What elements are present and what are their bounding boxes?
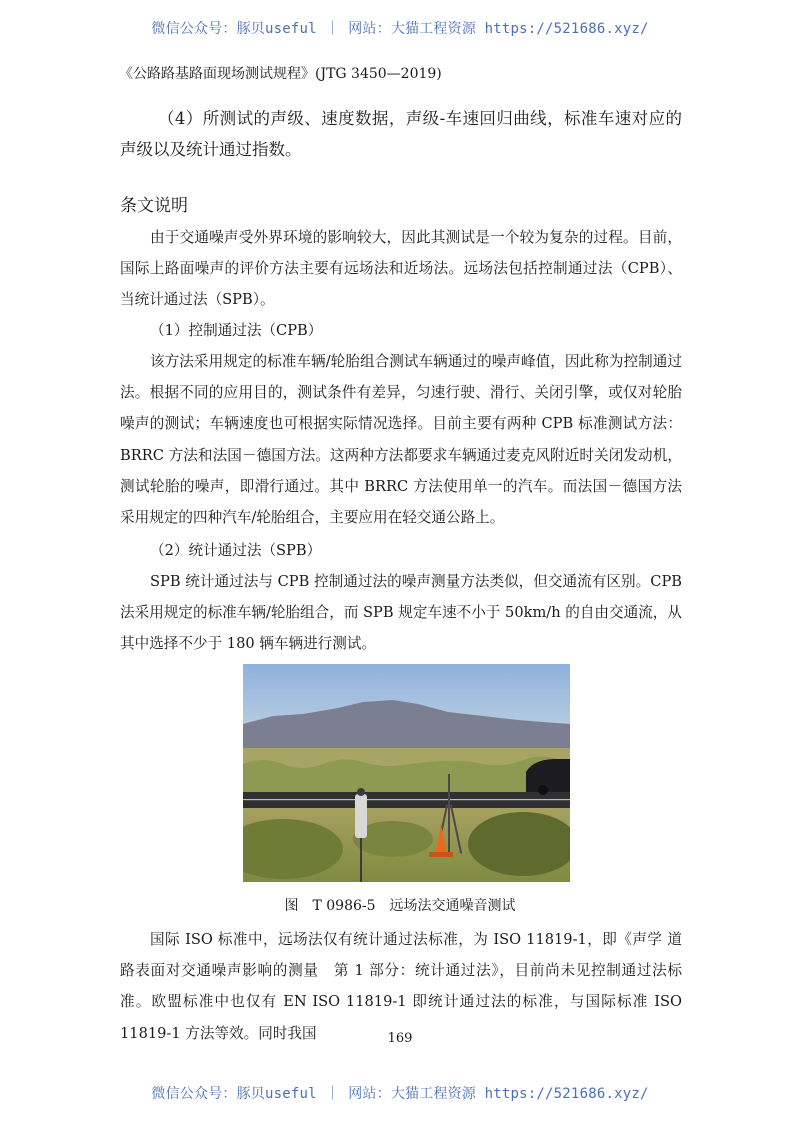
meter-pole [360, 838, 362, 882]
car-wheel [538, 785, 548, 795]
cpb-heading: （1）控制通过法（CPB） [150, 322, 323, 339]
far-field-noise-test-photo [243, 664, 570, 882]
iso-paragraph: 国际 ISO 标准中，远场法仅有统计通过法标准，为 ISO 11819-1，即《声学 道路表面对交通噪声影响的测量 第 1 部分：统计通过法》，目前尚未见控制通过法标准。欧盟标准中也仅有 EN ISO 11819-1 即统计通过法的标准，与国际标准 ISO 11819-1 方法等效。同时我国 [120, 931, 682, 1042]
microphone [357, 788, 365, 796]
intro-paragraph: 由于交通噪声受外界环境的影响较大，因此其测试是一个较为复杂的过程。目前，国际上路面噪声的评价方法主要有远场法和近场法。远场法包括控制通过法（CPB）、当统计通过法（SPB）。 [120, 229, 682, 309]
road-line [243, 799, 570, 800]
figure-caption: 图 T 0986-5 远场法交通噪音测试 [284, 898, 516, 914]
spb-paragraph: SPB 统计通过法与 CPB 控制通过法的噪声测量方法类似，但交通流有区别。CPB 法采用规定的标准车辆/轮胎组合，而 SPB 规定车速不小于 50km/h 的自由交通流，从其中选择不少于 180 辆车辆进行测试。 [120, 573, 682, 653]
watermark-bottom: 微信公众号：豚贝useful ｜ 网站：大猫工程资源 https://521686.xyz/ [151, 1086, 649, 1102]
cone-base [429, 852, 453, 857]
running-header: 《公路路基路面现场测试规程》(JTG 3450—2019) [119, 66, 442, 82]
spb-heading: （2）统计通过法（SPB） [150, 542, 322, 559]
page-number: 169 [387, 1031, 413, 1046]
tripod-leg [448, 774, 450, 854]
sound-level-meter [355, 794, 367, 838]
section-title: 条文说明 [120, 196, 188, 216]
cpb-paragraph: 该方法采用规定的标准车辆/轮胎组合测试车辆通过的噪声峰值，因此称为控制通过法。根据不同的应用目的，测试条件有差异，匀速行驶、滑行、关闭引擎，或仅对轮胎噪声的测试；车辆速度也可根据实际情况选择。目前主要有两种 CPB 标准测试方法：BRRC 方法和法国－德国方法。这两种方法都要求车辆通过麦克风附近时关闭发动机，测试轮胎的噪声，即滑行通过。其中 BRRC 方法使用单一的汽车。而法国－德国方法采用规定的四种汽车/轮胎组合，主要应用在轻交通公路上。 [120, 353, 682, 527]
list-item-4: （4）所测试的声级、速度数据，声级-车速回归曲线，标准车速对应的声级以及统计通过指数。 [120, 109, 682, 159]
watermark-top: 微信公众号：豚贝useful ｜ 网站：大猫工程资源 https://521686.xyz/ [151, 21, 649, 37]
